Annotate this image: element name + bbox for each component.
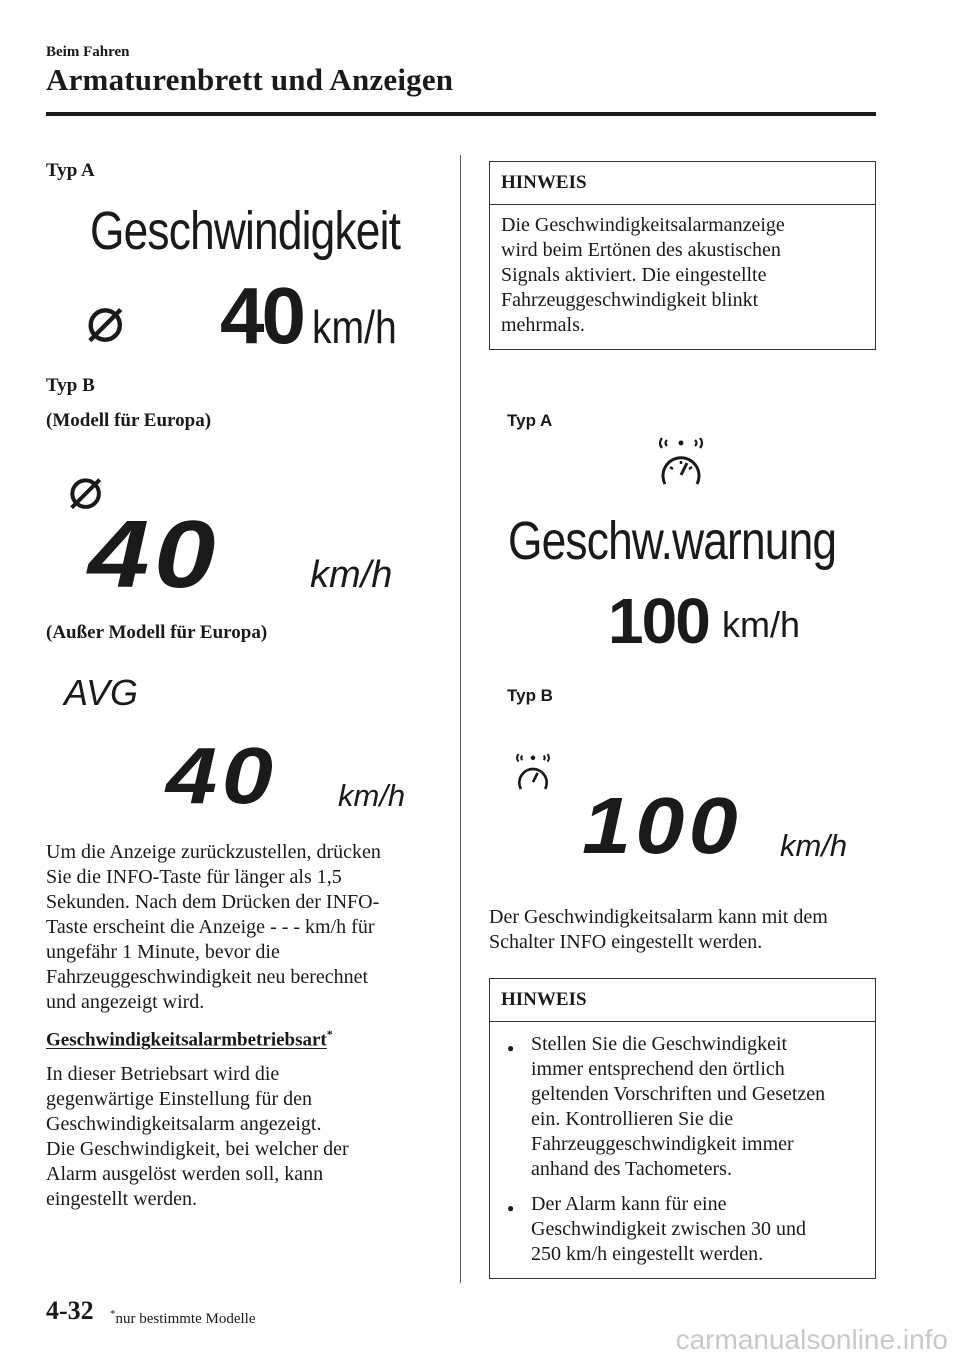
- display-value: 40: [166, 731, 278, 820]
- page-title: Armaturenbrett und Anzeigen: [46, 62, 454, 97]
- footnote-mark: *: [110, 1308, 116, 1320]
- alarm-heading-text: Geschwindigkeitsalarmbetriebsart: [46, 1029, 327, 1051]
- text-line: Sie die INFO-Taste für länger als 1,5: [46, 866, 342, 888]
- page-number: 4-32: [46, 1296, 94, 1325]
- text-line: Geschwindigkeitsalarm angezeigt.: [46, 1113, 322, 1135]
- display-value: 100: [582, 781, 743, 870]
- text-line: ein. Kontrollieren Sie die: [531, 1108, 734, 1130]
- info-paragraph: [489, 905, 889, 955]
- bullet-icon: ●: [507, 1041, 515, 1055]
- non-europe-display: [46, 668, 446, 828]
- text-line: eingestellt werden.: [46, 1188, 198, 1210]
- average-symbol-icon: ⌀: [86, 283, 125, 355]
- text-line: Stellen Sie die Geschwindigkeit: [531, 1033, 788, 1055]
- text-line: ungefähr 1 Minute, bevor die: [46, 941, 280, 963]
- text-line: 250 km/h eingestellt werden.: [531, 1243, 764, 1265]
- display-title: Geschwindigkeit: [90, 201, 401, 261]
- display-unit: km/h: [722, 604, 801, 645]
- note-box: [489, 161, 876, 350]
- avg-icon: AVG: [64, 672, 139, 713]
- text-line: Der Geschwindigkeitsalarm kann mit dem: [489, 906, 828, 928]
- typ-a-display: [46, 192, 446, 362]
- list-item: [501, 1192, 865, 1267]
- speed-warning-display-b: [490, 740, 880, 870]
- reset-paragraph: [46, 840, 446, 1015]
- speed-warning-display-a: [490, 432, 880, 662]
- text-line: Um die Anzeige zurückzustellen, drücken: [46, 841, 381, 863]
- text-line: Taste erscheint die Anzeige - - - km/h für: [46, 916, 375, 938]
- text-line: wird beim Ertönen des akustischen: [501, 239, 781, 261]
- footnote-text: nur bestimmte Modelle: [115, 1311, 256, 1327]
- title-rule: [46, 112, 876, 116]
- non-europe-label: (Außer Modell für Europa): [46, 622, 268, 643]
- text-line: Geschwindigkeit zwischen 30 und: [531, 1218, 806, 1240]
- note-title: HINWEIS: [490, 162, 875, 205]
- display-value: 40: [88, 501, 220, 608]
- text-line: In dieser Betriebsart wird die: [46, 1063, 280, 1085]
- text-line: Fahrzeuggeschwindigkeit immer: [531, 1133, 794, 1155]
- alarm-heading: [46, 1027, 333, 1051]
- europe-display: [46, 450, 446, 610]
- text-line: Fahrzeuggeschwindigkeit blinkt: [501, 289, 759, 311]
- display-value: 100: [608, 585, 709, 657]
- text-line: immer entsprechend den örtlich: [531, 1058, 785, 1080]
- typ-b-label: Typ B: [46, 375, 95, 396]
- typ-a-label: Typ A: [507, 411, 553, 430]
- text-line: Alarm ausgelöst werden soll, kann: [46, 1163, 324, 1185]
- alarm-paragraph: [46, 1062, 446, 1212]
- footnote-mark: *: [326, 1027, 333, 1041]
- display-unit: km/h: [338, 778, 406, 813]
- display-unit: km/h: [312, 301, 397, 353]
- text-line: geltenden Vorschriften und Gesetzen: [531, 1083, 826, 1105]
- note-body: [490, 205, 875, 348]
- speed-alarm-icon: [656, 434, 706, 492]
- display-unit: km/h: [310, 554, 393, 596]
- footnote: [110, 1308, 255, 1328]
- text-line: Die Geschwindigkeit, bei welcher der: [46, 1138, 349, 1160]
- note-box: [489, 978, 876, 1279]
- text-line: Fahrzeuggeschwindigkeit neu berechnet: [46, 966, 369, 988]
- list-item: [501, 1032, 865, 1182]
- text-line: anhand des Tachometers.: [531, 1158, 732, 1180]
- display-title: Geschw.warnung: [508, 511, 837, 571]
- text-line: Sekunden. Nach dem Drücken der INFO-: [46, 891, 380, 913]
- typ-a-label: Typ A: [46, 160, 95, 181]
- text-line: Schalter INFO eingestellt werden.: [489, 931, 763, 953]
- speed-alarm-icon: [514, 750, 552, 796]
- display-unit: km/h: [780, 828, 848, 863]
- europe-label: (Modell für Europa): [46, 410, 212, 431]
- section-label: Beim Fahren: [46, 44, 130, 60]
- average-symbol-icon: ⌀: [68, 456, 103, 521]
- text-line: und angezeigt wird.: [46, 991, 205, 1013]
- bullet-icon: ●: [507, 1201, 515, 1215]
- text-line: Der Alarm kann für eine: [531, 1193, 727, 1215]
- text-line: Signals aktiviert. Die eingestellte: [501, 264, 767, 286]
- text-line: Die Geschwindigkeitsalarmanzeige: [501, 214, 785, 236]
- display-value: 40: [220, 271, 303, 360]
- typ-b-label: Typ B: [507, 686, 553, 705]
- text-line: gegenwärtige Einstellung für den: [46, 1088, 313, 1110]
- watermark: carmanualsonline.info: [675, 1324, 948, 1355]
- text-line: mehrmals.: [501, 314, 585, 336]
- note-title: HINWEIS: [490, 979, 875, 1022]
- note-body: [490, 1022, 875, 1287]
- column-divider: [460, 155, 461, 1283]
